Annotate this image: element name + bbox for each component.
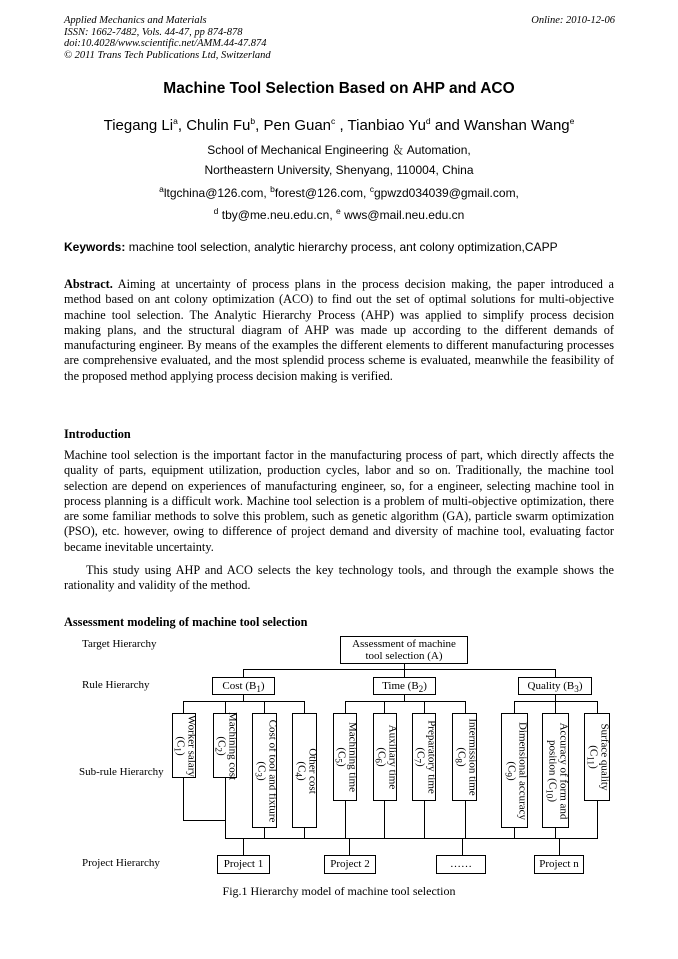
connector-line xyxy=(225,838,598,839)
introduction-heading: Introduction xyxy=(64,427,131,441)
subrule-box-c11: Surface quality $(C_{11})$ xyxy=(584,713,610,801)
section-heading: Assessment modeling of machine tool selection xyxy=(64,615,308,629)
connector-line xyxy=(559,838,560,856)
subrule-box-c2: Machining cost $(C_2)$ xyxy=(213,711,239,780)
subrule-box-c10: Accuracy of form and position $(C_{10})$ xyxy=(542,713,569,828)
project-box-n: Project n xyxy=(534,855,584,874)
rule-box-time: Time $(B_2)$ xyxy=(373,677,436,695)
introduction-paragraph-2: This study using AHP and ACO selects the key technology tools, and through the example shows the rationality and validity of the method. xyxy=(64,563,614,593)
connector-line xyxy=(243,669,244,677)
author-name: Wanshan Wang xyxy=(464,117,570,134)
project-hierarchy-label: Project Hierarchy xyxy=(82,857,160,869)
connector-line xyxy=(243,669,555,670)
author-and: and xyxy=(434,117,460,134)
target-box-line-2: tool selection (A) xyxy=(365,650,443,662)
figure-caption: Fig.1 Hierarchy model of machine tool selection xyxy=(222,884,456,898)
journal-header xyxy=(64,15,271,61)
abstract xyxy=(64,277,614,384)
subrule-box-c5: Machining time $(C_5)$ xyxy=(333,713,357,801)
connector-line xyxy=(465,800,466,839)
abstract-label: Abstract. xyxy=(64,277,113,291)
project-box-2: Project 2 xyxy=(324,855,376,874)
connector-line xyxy=(555,669,556,677)
connector-line xyxy=(183,777,184,821)
subrule-box-c4: Other cost $(C_4)$ xyxy=(292,713,317,828)
email-a: ltgchina@126.com, xyxy=(163,186,267,200)
connector-line xyxy=(183,820,226,821)
connector-line xyxy=(462,838,463,856)
connector-line xyxy=(225,820,226,839)
email-b: forest@126.com, xyxy=(274,186,367,200)
author-sup: b xyxy=(250,116,256,126)
connector-line xyxy=(404,669,405,677)
rule-hierarchy-label: Rule Hierarchy xyxy=(82,679,150,691)
keywords-text: machine tool selection, analytic hierarchy process, ant colony optimization,CAPP xyxy=(125,240,558,254)
author-sup: e xyxy=(569,116,575,126)
project-box-ellipsis: …… xyxy=(436,855,486,874)
author-name: Pen Guan xyxy=(263,117,332,134)
introduction-paragraph-1: Machine tool selection is the important factor in the manufacturing process of part, which directly affects the quality of parts, equipment utilization, production cycles, labor and so on. Traditionally, the machine tool selection are depend on experiences of manufacturing engineer, so, for a engineer, selecting machine tool in process planning is a difficult work. Machine tool selection is a problem of multi-objective optimization, there are some familiar methods to solve this problem, such as genetic algorithm (GA), particle swarm optimization (PSO), etc. however, owing to difference of project demand and diversity of machine tool, evaluating factor became inevitable uncertainty. xyxy=(64,448,614,554)
email-d: tby@me.neu.edu.cn, xyxy=(221,208,333,222)
abstract-text: Aiming at uncertainty of process plans in the process decision making, the paper introduced a method based on ant colony optimization (ACO) to find out the set of optimal solutions for multi-objective machine tool selection. The Analytic Hierarchy Process (AHP) was applied to simplify process decision making plans, and the structural diagram of AHP was made up according to the different demands of manufacturing engineer. By means of the examples the different elements to different manufacturing processes are comprehensive evaluated, and the most splendid process scheme is evaluated, meanwhile the feasibility of the proposed method applying process decision making is verified. xyxy=(64,277,614,383)
journal-name: Applied Mechanics and Materials xyxy=(64,15,207,26)
affiliation-line-1: School of Mechanical Engineering ＆ Automation, xyxy=(207,143,471,157)
target-hierarchy-label: Target Hierarchy xyxy=(82,638,157,650)
rule-box-quality: Quality $(B_3)$ xyxy=(518,677,592,695)
project-box-1: Project 1 xyxy=(217,855,270,874)
connector-line xyxy=(424,800,425,839)
connector-line xyxy=(183,701,304,702)
subrule-box-c7: Preparatory time $(C_7)$ xyxy=(412,713,436,801)
target-box-line-1: Assessment of machine xyxy=(352,638,456,650)
email-line-1: $^a$ltgchina@126.com, $^b$forest@126.com, $^c$gpwzd034039@gmail.com, xyxy=(159,184,519,200)
affiliation-line-2: Northeastern University, Shenyang, 110004, China xyxy=(204,163,474,177)
keywords-label: Keywords: xyxy=(64,240,126,254)
connector-line xyxy=(243,838,244,856)
email-e: wws@mail.neu.edu.cn xyxy=(344,208,465,222)
author-name: Tiegang Li xyxy=(103,117,174,134)
paper-title: Machine Tool Selection Based on AHP and ACO xyxy=(163,80,515,97)
subrule-box-c8: Intermission time $(C_8)$ xyxy=(452,713,477,801)
subrule-box-c1: Worker salary $(C_1)$ xyxy=(172,714,198,777)
online-date: Online: 2010-12-06 xyxy=(531,15,615,26)
subrule-hierarchy-label: Sub-rule Hierarchy xyxy=(79,766,164,778)
journal-doi: doi:10.4028/www.scientific.net/AMM.44-47.874 xyxy=(64,38,267,49)
subrule-box-c3: Cost of tool and fixture $(C_3)$ xyxy=(252,713,277,828)
connector-line xyxy=(349,838,350,856)
author-sup: a xyxy=(173,116,178,126)
email-line-2: $^d$ tby@me.neu.edu.cn, $^e$ wws@mail.neu.edu.cn xyxy=(213,206,465,222)
author-sup: d xyxy=(425,116,431,126)
subrule-box-c9: Dimensional accuracy $(C_9)$ xyxy=(501,713,528,828)
connector-line xyxy=(597,800,598,839)
author-name: Chulin Fu xyxy=(186,117,251,134)
journal-issn: ISSN: 1662-7482, Vols. 44-47, pp 874-878 xyxy=(64,26,243,38)
subrule-box-c6: Auxiliary time $(C_6)$ xyxy=(373,713,397,801)
connector-line xyxy=(345,701,465,702)
author-sup: c xyxy=(331,116,336,126)
journal-copyright: © 2011 Trans Tech Publications Ltd, Switzerland xyxy=(64,49,271,61)
keywords xyxy=(64,240,624,254)
connector-line xyxy=(345,800,346,839)
connector-line xyxy=(384,800,385,839)
email-c: gpwzd034039@gmail.com, xyxy=(373,186,519,200)
target-box xyxy=(340,636,468,664)
connector-line xyxy=(225,777,226,821)
rule-box-cost: Cost $(B_1)$ xyxy=(212,677,275,695)
author-list: Tiegang Li$^a$, Chulin Fu$^b$, Pen Guan$^c$ , Tianbiao Yu$^d$ and Wanshan Wang$^e$ xyxy=(103,116,575,134)
author-name: Tianbiao Yu xyxy=(347,117,426,134)
